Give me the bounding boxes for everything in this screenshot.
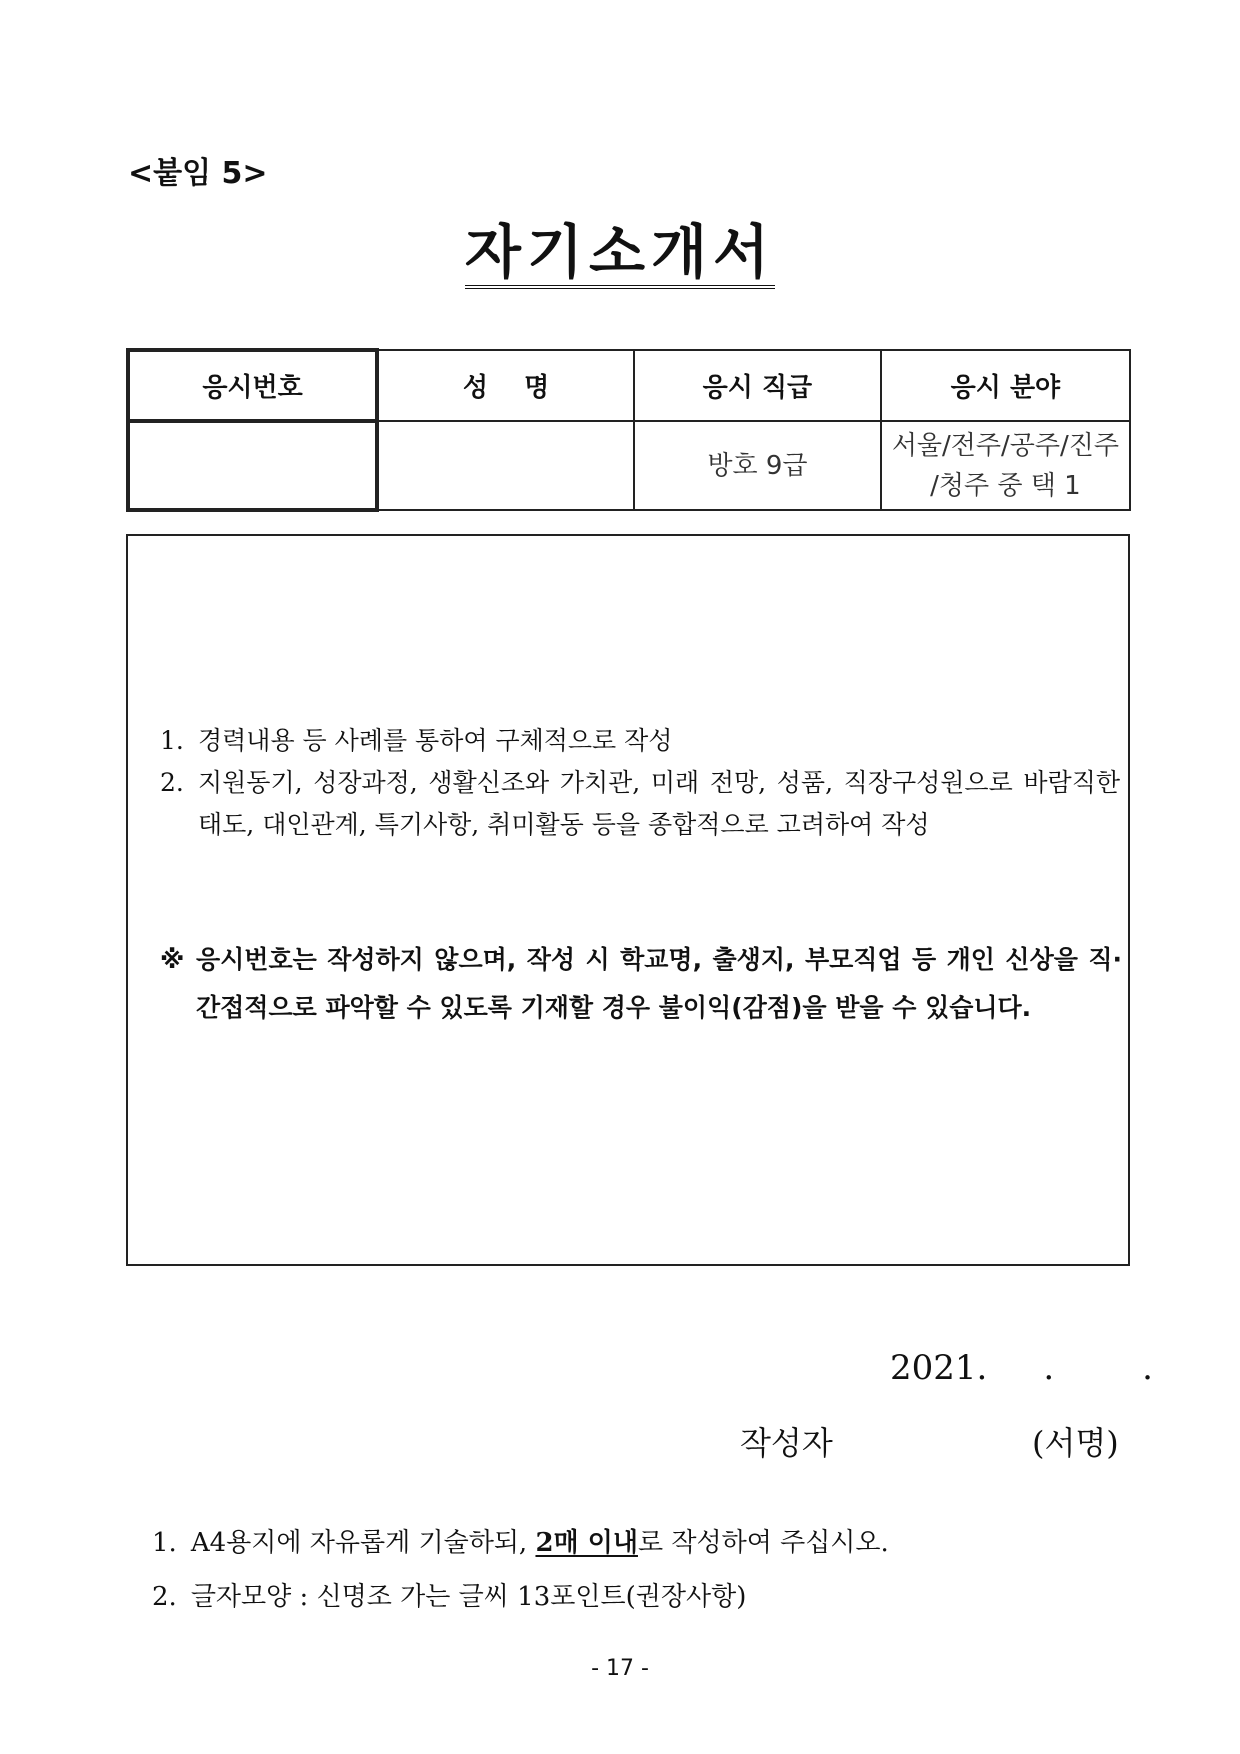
notice-text: 응시번호는 작성하지 않으며, 작성 시 학교명, 출생지, 부모직업 등 개인 신상을 직·간접적으로 파악할 수 있도록 기재할 경우 불이익(감점)을 받을 수 있습니다. [196,945,1122,1022]
header-exam-number: 응시번호 [128,350,377,421]
date-dot-month: . [1043,1348,1055,1388]
header-field: 응시 분야 [881,350,1130,421]
field-cell [881,421,1130,510]
date-year: 2021. [890,1348,988,1388]
table-header-row [128,350,1130,421]
date-dot-day: . [1142,1348,1153,1388]
footnote-1 [152,1516,889,1570]
footnote-number: 1. [152,1528,177,1558]
footnote-2 [152,1570,889,1624]
self-introduction-box[interactable] [126,534,1130,1266]
field-value-line1: 서울/전주/공주/진주 [891,430,1120,461]
guidance-item-1 [160,720,1120,762]
guidance-item-number: 1. [160,726,184,755]
footnote-1-text-pre: A4용지에 자유롭게 기술하되, [190,1528,536,1558]
attachment-label: <붙임 5> [128,156,268,191]
page-title [0,218,1240,289]
guidance-item-text: 지원동기, 성장과정, 생활신조와 가치관, 미래 전망, 성품, 직장구성원으로 바람직한 태도, 대인관계, 특기사항, 취미활동 등을 종합적으로 고려하여 작성 [198,768,1120,839]
table-value-row [128,421,1130,510]
footnote-1-emphasis: 2매 이내 [535,1528,638,1558]
guidance-item-2 [160,762,1120,846]
page-number: - 17 - [591,1656,649,1681]
guidance-item-text: 경력내용 등 사례를 통하여 구체적으로 작성 [198,726,673,755]
guidance-list [160,720,1120,846]
footnote-number: 2. [152,1582,177,1612]
footnote-2-text: 글자모양 : 신명조 가는 글씨 13포인트(권장사항) [190,1582,747,1612]
grade-value: 방호 9급 [707,450,808,481]
author-label: 작성자 [740,1424,833,1462]
privacy-notice [160,936,1122,1032]
name-cell[interactable] [377,421,634,510]
header-name: 성 명 [377,350,634,421]
header-grade: 응시 직급 [634,350,881,421]
reference-mark-icon: ※ [160,945,185,974]
footnotes [152,1516,889,1624]
guidance-item-number: 2. [160,768,184,797]
date-line [890,1348,1153,1388]
grade-cell [634,421,881,510]
applicant-info-table [126,348,1131,512]
exam-number-cell[interactable] [128,421,377,510]
signature-label: (서명) [1032,1424,1119,1462]
title-text: 자기소개서 [465,219,775,289]
field-value-line2: /청주 중 택 1 [930,470,1081,501]
footnote-1-text-post: 로 작성하여 주십시오. [637,1528,889,1558]
